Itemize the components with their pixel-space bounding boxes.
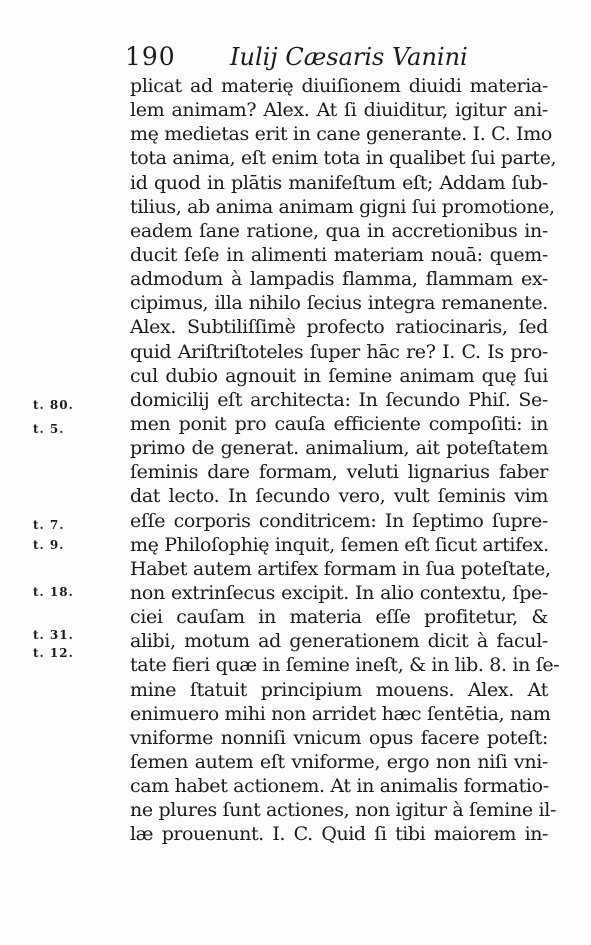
text-line: tota anima, eſt enim tota in qualibet ſui parte, <box>130 147 557 170</box>
text-line: alibi, motum ad generationem dicit à facul- <box>130 630 548 653</box>
text-line: ſeminis dare formam, veluti lignarius faber <box>130 461 548 484</box>
text-line: ne plures ſunt actiones, non igitur à ſemine il- <box>130 799 557 822</box>
text-line: plicat ad materię diuiſionem diuidi materia- <box>130 75 548 97</box>
page-header <box>118 42 548 72</box>
text-line: admodum à lampadis flamma, flammam ex- <box>130 268 548 291</box>
text-line: mę Philoſophię inquit, ſemen eſt ſicut artifex. <box>130 533 549 556</box>
text-line: enimuero mihi non arridet hæc ſentētia, nam <box>130 702 551 725</box>
text-line: læ prouenunt. I. C. Quid ſi tibi maiorem in- <box>130 823 548 846</box>
text-line: men ponit pro cauſa efficiente compoſiti: in <box>130 412 548 435</box>
margin-note: t. 31. <box>33 628 74 642</box>
text-line: mine ſtatuit principium mouens. Alex. At <box>130 678 548 701</box>
text-line: dat lecto. In ſecundo vero, vult ſeminis vim <box>130 485 548 508</box>
text-line: mę medietas erit in cane generante. I. C. Imo <box>130 123 552 146</box>
running-title: Iulij Cæsaris Vanini <box>230 43 468 71</box>
text-line: cipimus, illa nihilo ſecius integra remanente. <box>130 292 548 315</box>
margin-note: t. 7. <box>33 518 65 532</box>
text-line: eſſe corporis conditricem: In ſeptimo ſupre- <box>130 509 548 532</box>
text-line: primo de generat. animalium, ait poteſtatem <box>130 437 548 460</box>
text-line: cul dubio agnouit in ſemine animam quę ſui <box>130 364 548 387</box>
text-line: lem animam? Alex. At ſi diuiditur, igitur ani- <box>130 99 548 122</box>
text-line: id quod in plātis manifeſtum eſt; Addam ſub- <box>130 171 548 194</box>
text-line: quid Ariſtriſtoteles ſuper hāc re? I. C. Is pro- <box>130 340 548 363</box>
margin-note: t. 18. <box>33 585 74 599</box>
text-line: Habet autem artifex formam in ſua poteſtate, <box>130 557 551 580</box>
margin-note: t. 80. <box>33 398 74 412</box>
text-line: tilius, ab anima animam gigni ſui promotione, <box>130 195 555 218</box>
text-line: Alex. Subtiliſſimè profecto ratiocinaris, ſed <box>130 316 548 339</box>
text-line: ſemen autem eſt vniforme, ergo non niſi vni- <box>130 750 548 773</box>
text-line: vniforme nonniſi vnicum opus facere poteſt: <box>130 726 548 749</box>
page-number: 190 <box>125 42 176 71</box>
text-line: non extrinſecus excipit. In alio contextu, ſpe- <box>130 581 548 604</box>
margin-note: t. 5. <box>33 422 65 436</box>
text-line: eadem ſane ratione, qua in accretionibus in- <box>130 219 548 242</box>
text-line: tate fieri quæ in ſemine ineſt, & in lib. 8. in ſe- <box>130 654 560 677</box>
text-line: ciei cauſam in materia eſſe profitetur, & <box>130 606 548 629</box>
body-text <box>130 74 560 847</box>
margin-note: t. 12. <box>33 646 74 660</box>
margin-note: t. 9. <box>33 538 65 552</box>
text-line: cam habet actionem. At in animalis formatio- <box>130 775 549 798</box>
text-line: ducit ſeſe in alimenti materiam nouā: quem- <box>130 243 548 266</box>
text-line: domicilij eſt architecta: In ſecundo Phiſ. Se- <box>130 388 548 411</box>
